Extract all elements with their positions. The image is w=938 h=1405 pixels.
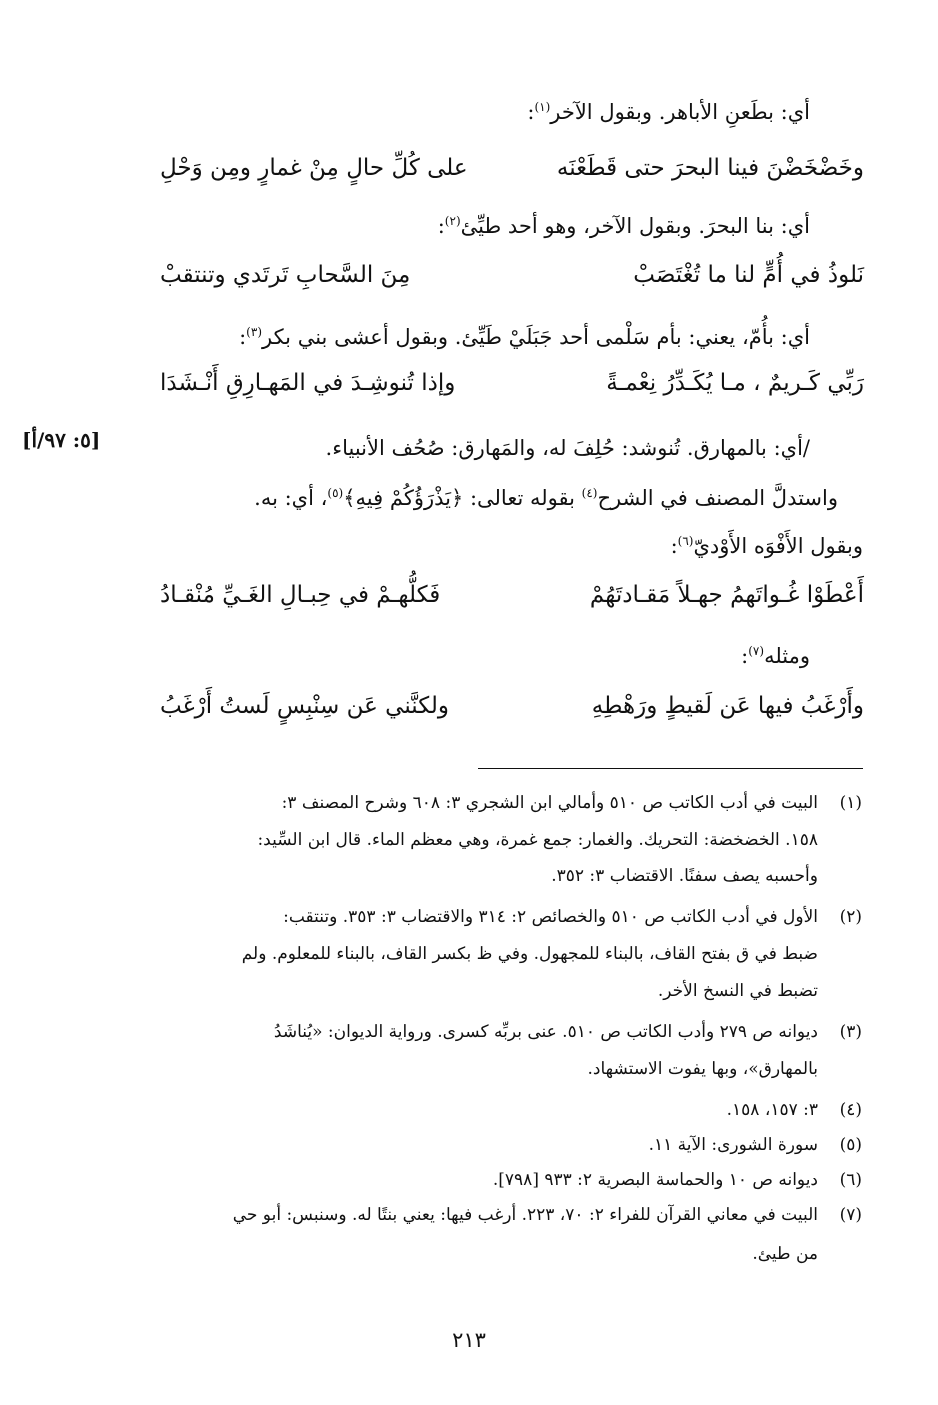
footnote-1-line-3: وأحسبه يصف سفنًا. الاقتضاب ٣: ٣٥٢.	[551, 866, 818, 886]
footnote-text: البيت في معاني القرآن للفراء ٢: ٧٠، ٢٢٣. أرغب فيها: يعني بنتًا له. وسنبس: أبو حي	[232, 1205, 818, 1225]
footnote-number: (٦)	[839, 1170, 862, 1190]
prose-text: أي: بأُمّ، يعني: بأم سَلْمى أحد جَبَلَيْ طَيِّئ. وبقول أعشى بني بكر	[262, 325, 810, 349]
verse-4-first-hemistich: أَعْطَوْا غُـواتَهمُ جهـلاً مَقـادتَهُمْ	[589, 582, 864, 608]
prose-line-7	[741, 644, 810, 668]
footnote-text: البيت في أدب الكاتب ص ٥١٠ وأمالي ابن الشجري ٣: ٦٠٨ وشرح المصنف ٣:	[281, 793, 818, 813]
verse-2-first-hemistich: نَلوذُ في أُمٍّ لنا ما تُغْتَصَبْ	[633, 262, 864, 288]
verse-3-first-hemistich: رَبِّي كَـريمٌ ، مـا يُكَـدِّرُ نِعْمـةً	[606, 370, 864, 396]
footnote-text: ٣: ١٥٧، ١٥٨.	[726, 1100, 818, 1120]
footnote-text: سورة الشورى: الآية ١١.	[648, 1135, 818, 1155]
footnote-3-line-2: بالمهارق»، وبها يفوت الاستشهاد.	[587, 1059, 818, 1079]
footnote-3	[72, 1015, 862, 1050]
colon: :	[741, 644, 749, 668]
footnote-ref: (٢)	[444, 214, 461, 228]
footnote-ref: (٦)	[677, 534, 694, 548]
colon: :	[239, 325, 247, 349]
prose-line-2	[438, 214, 810, 238]
footnote-6	[493, 1163, 862, 1198]
verse-1-first-hemistich: وخَضْخَضْنَ فينا البحرَ حتى قَطَعْنَه	[556, 155, 864, 181]
prose-line-3	[239, 325, 810, 349]
page-number: ٢١٣	[452, 1328, 486, 1352]
footnote-1	[72, 786, 862, 821]
prose-line-4: /أي: بالمهارق. تُنوشد: حُلِفَ له، والمَهارق: صُحُف الأنبياء.	[325, 436, 810, 460]
prose-text: أي: بنا البحرَ. وبقول الآخر، وهو أحد طيِّئ	[460, 214, 810, 238]
prose-text: ، أي: به.	[254, 486, 328, 510]
prose-text: ومثله	[764, 644, 810, 668]
verse-1-second-hemistich: على كُلِّ حالٍ مِنْ غمارٍ ومِن وَحْلِ	[160, 155, 468, 181]
footnote-ref: (١)	[534, 100, 551, 114]
prose-text: واستدلَّ المصنف في الشرح	[597, 486, 838, 510]
colon: :	[437, 214, 445, 238]
verse-5-second-hemistich: ولكنَّني عَن سِنْبِسٍ لَستُ أَرْغَبُ	[160, 693, 450, 719]
footnote-number: (٣)	[839, 1022, 862, 1042]
footnote-7	[72, 1198, 862, 1233]
footnote-number: (٤)	[839, 1100, 862, 1120]
verse-3-second-hemistich: وإذا تُنوشِـدَ في المَهـارِقِ أَنْـشَدَا	[160, 370, 456, 396]
footnote-1-line-2: ١٥٨. الخضخضة: التحريك. والغمار: جمع غمرة، وهي معظم الماء. قال ابن السِّيد:	[257, 830, 818, 850]
prose-line-6	[671, 534, 863, 558]
footnote-4	[727, 1093, 862, 1128]
footnote-number: (٥)	[839, 1135, 862, 1155]
prose-text: أي: بطَعنِ الأباهر. وبقول الآخر	[550, 100, 810, 124]
footnote-number: (٧)	[839, 1205, 862, 1225]
footnote-text: ديوانه ص ٢٧٩ وأدب الكاتب ص ٥١٠. عنى بربِّه كسرى. ورواية الديوان: «يُناشَدُ	[273, 1022, 818, 1042]
verse-5-first-hemistich: وأَرْغَبُ فيها عَن لَقيطٍ ورَهْطِهِ	[591, 693, 864, 719]
footnote-separator	[478, 768, 863, 769]
footnote-5	[649, 1128, 862, 1163]
footnote-text: ديوانه ص ١٠ والحماسة البصرية ٢: ٩٣٣ [٧٩٨].	[492, 1170, 818, 1190]
prose-line-5	[254, 486, 838, 510]
footnote-ref: (٣)	[246, 325, 262, 339]
manuscript-folio-reference: [٥: ٩٧/أ]	[22, 428, 101, 452]
footnote-2	[72, 900, 862, 935]
footnote-ref: (٥)	[327, 486, 344, 500]
verse-4-second-hemistich: فَكلُّهـمْ في حِبـالِ الغَـيِّ مُنْقـادُ	[160, 582, 441, 608]
verse-2-second-hemistich: مِنَ السَّحابِ تَرتَدي وتنتقبْ	[160, 262, 411, 288]
footnote-number: (٢)	[839, 907, 862, 927]
colon: :	[527, 100, 535, 124]
footnote-ref: (٤)	[581, 486, 598, 500]
footnote-2-line-2: ضبط في ق بفتح القاف، بالبناء للمجهول. وفي ظ بكسر القاف، بالبناء للمعلوم. ولم	[241, 944, 818, 964]
prose-text: وبقول الأَفْوَه الأَوْديّ	[693, 534, 863, 558]
footnote-number: (١)	[839, 793, 862, 813]
footnote-2-line-3: تضبط في النسخ الأخر.	[657, 981, 818, 1001]
footnote-7-line-2: من طيئ.	[752, 1244, 818, 1264]
quran-citation: بقوله تعالى: ﴿يَذْرَؤُكُمْ فِيهِ﴾	[343, 486, 582, 510]
colon: :	[670, 534, 678, 558]
footnote-text: الأول في أدب الكاتب ص ٥١٠ والخصائص ٢: ٣١٤ والاقتضاب ٣: ٣٥٣. وتنتقب:	[283, 907, 818, 927]
footnote-ref: (٧)	[748, 644, 765, 658]
prose-line-1	[527, 100, 810, 124]
